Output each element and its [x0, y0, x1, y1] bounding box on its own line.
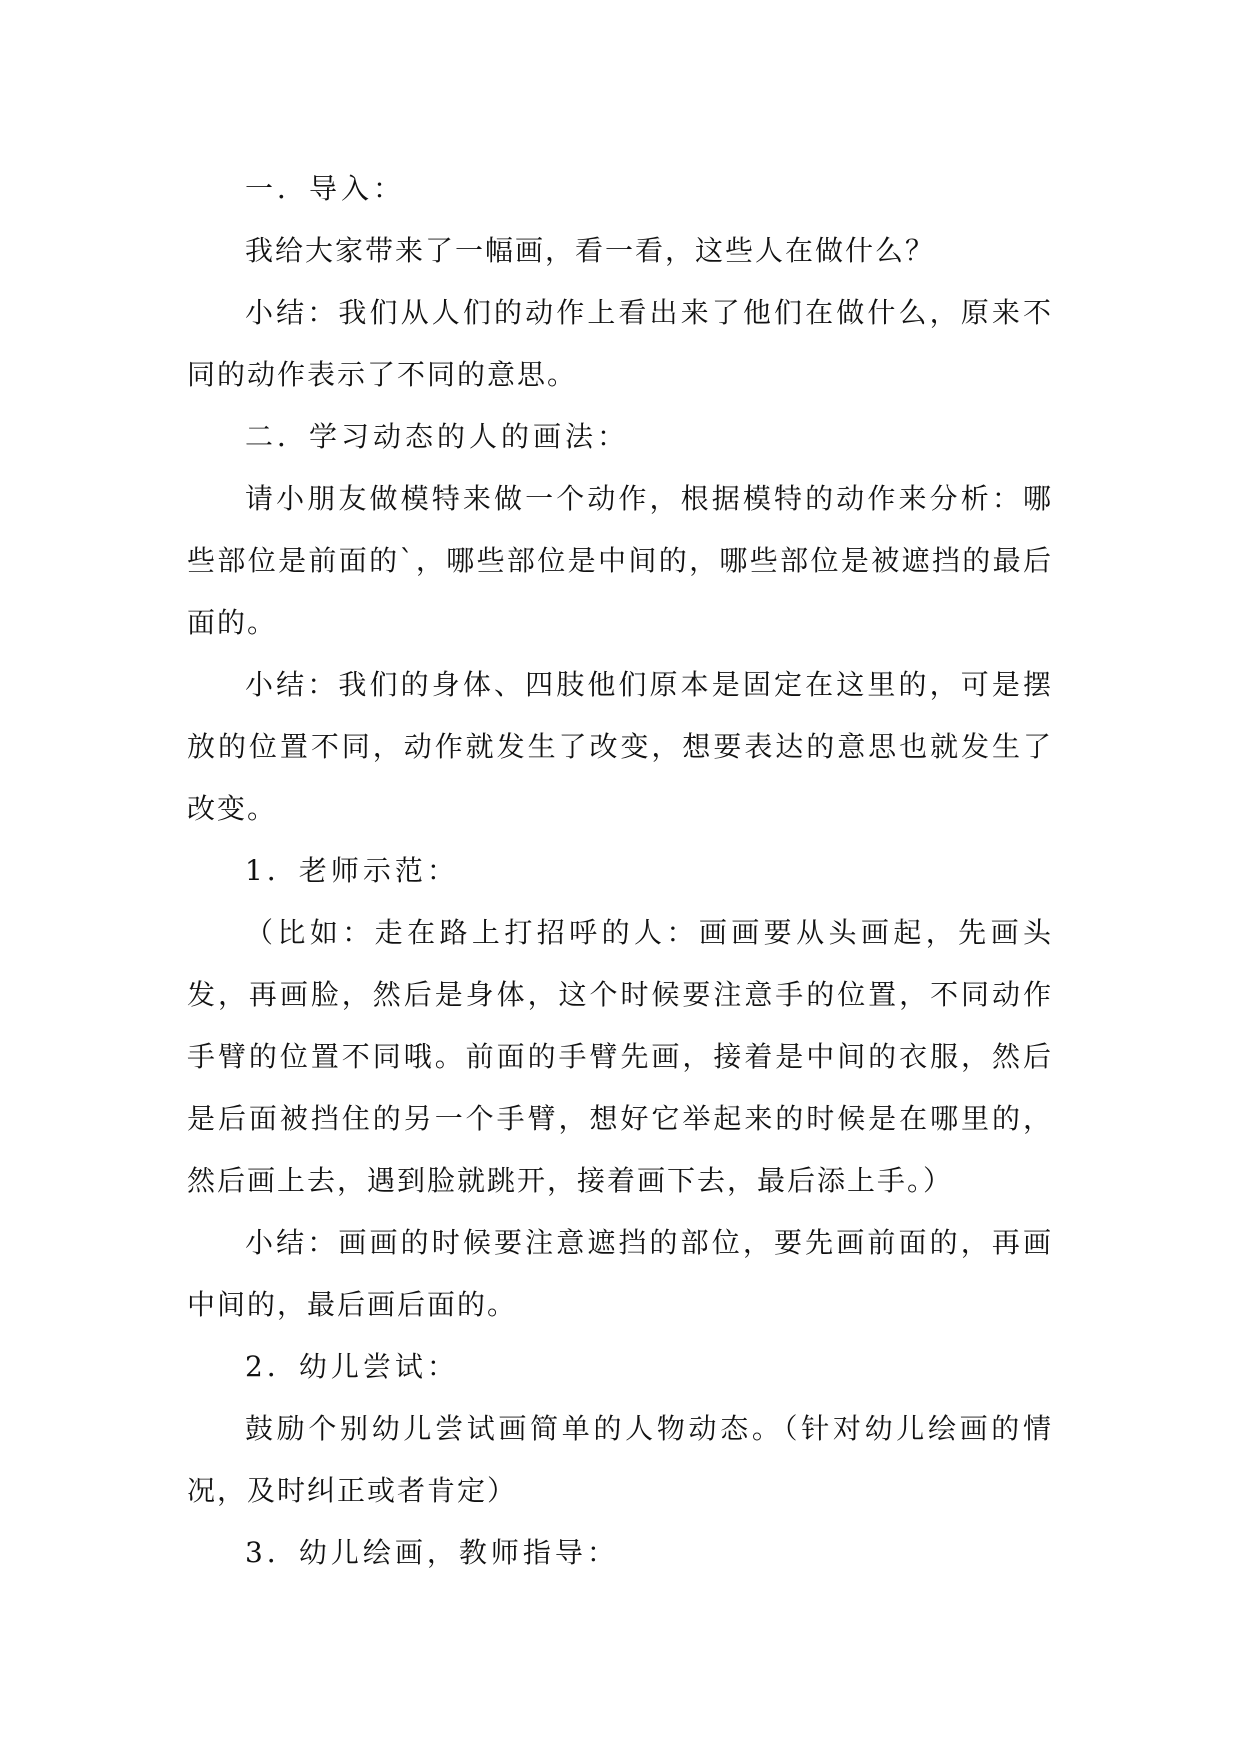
- subheading-children-try: 2．幼儿尝试：: [245, 1350, 459, 1383]
- paragraph-intro-summary: 小结：我们从人们的动作上看出来了他们在做什么，原来不同的动作表示了不同的意思。: [187, 296, 1053, 391]
- paragraph-demo-summary: 小结：画画的时候要注意遮挡的部位，要先画前面的，再画中间的，最后画后面的。: [187, 1226, 1053, 1321]
- section-heading-intro: 一．导入：: [245, 172, 406, 205]
- subheading-children-drawing: 3．幼儿绘画，教师指导：: [245, 1536, 619, 1569]
- paragraph-method-summary: 小结：我们的身体、四肢他们原本是固定在这里的，可是摆放的位置不同，动作就发生了改变，想要表达的意思也就发生了改变。: [187, 668, 1053, 825]
- paragraph-children-try: 鼓励个别幼儿尝试画简单的人物动态。（针对幼儿绘画的情况，及时纠正或者肯定）: [187, 1412, 1053, 1507]
- subheading-teacher-demo: 1．老师示范：: [245, 854, 459, 887]
- paragraph-demo-example: （比如：走在路上打招呼的人：画画要从头画起，先画头发，再画脸，然后是身体，这个时候要注意手的位置，不同动作手臂的位置不同哦。前面的手臂先画，接着是中间的衣服，然后是后面被挡住的另一个手臂，想好它举起来的时候是在哪里的，然后画上去，遇到脸就跳开，接着画下去，最后添上手。）: [187, 916, 1053, 1197]
- paragraph-intro-question: 我给大家带来了一幅画，看一看，这些人在做什么？: [245, 234, 936, 267]
- paragraph-model-analysis: 请小朋友做模特来做一个动作，根据模特的动作来分析：哪些部位是前面的`，哪些部位是中间的，哪些部位是被遮挡的最后面的。: [187, 482, 1053, 639]
- section-heading-drawing-method: 二．学习动态的人的画法：: [245, 420, 630, 453]
- document-body: [187, 158, 1053, 1584]
